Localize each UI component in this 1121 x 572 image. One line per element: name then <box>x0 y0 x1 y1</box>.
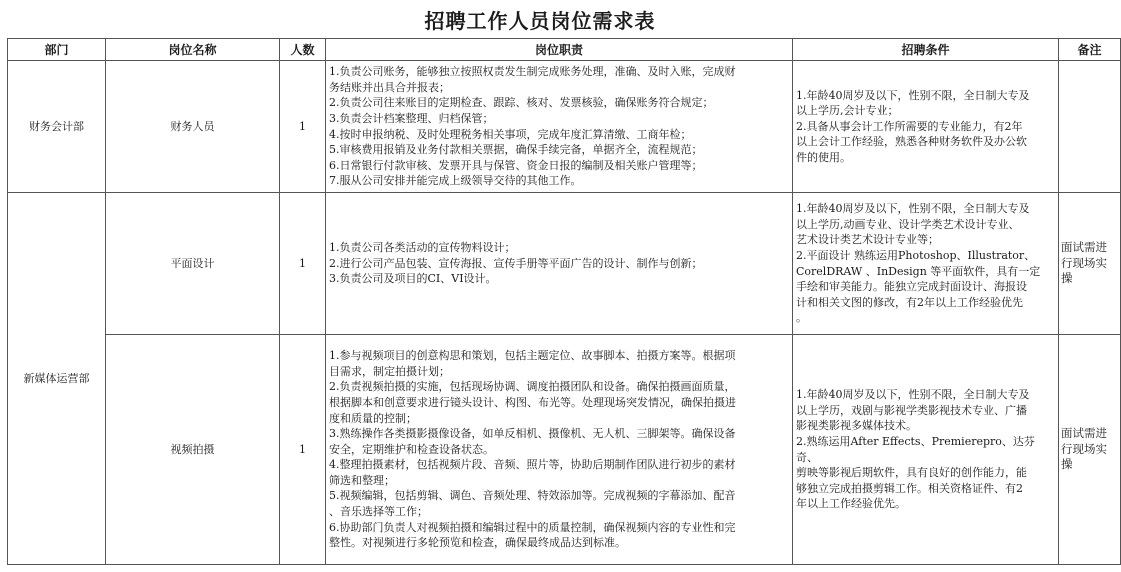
text-line: 。 <box>796 311 807 325</box>
text-line: 艺术设计类艺术设计专业等； <box>796 233 939 247</box>
text-line: 2.平面设计 熟练运用Photoshop、Illustrator、 <box>796 248 1036 262</box>
text-line: 2.熟练运用After Effects、Premierepro、达芬奇、 <box>796 434 1035 464</box>
text-line: 4.按时申报纳税、及时处理税务相关事项，完成年度汇算清缴、工商年检； <box>329 127 692 141</box>
count-cell-graphic-design: 1 <box>280 193 326 335</box>
text-line: 6.日常银行付款审核、发票开具与保管、资金日报的编制及相关账户管理等； <box>329 158 703 172</box>
text-line: 以上学历,动画专业、设计学类艺术设计专业、 <box>796 217 1020 231</box>
text-line: 以上学历，戏剧与影视学类影视技术专业、广播 <box>796 403 1027 417</box>
text-line: 3.负责会计档案整理、归档保管； <box>329 111 494 125</box>
text-line: 够独立完成拍摄剪辑工作。相关资格证件、有2 <box>796 481 1023 495</box>
requirements-cell-graphic-design <box>793 193 1059 335</box>
position-cell-video: 视频拍摄 <box>106 335 280 565</box>
text-line: 2.具备从事会计工作所需要的专业能力，有2年 <box>796 119 1023 133</box>
text-line: 计和相关文图的修改，有2年以上工作经验优先 <box>796 295 1023 309</box>
requirements-cell-finance <box>793 61 1059 193</box>
text-line: 影视类影视多媒体技术。 <box>796 419 917 433</box>
text-line: 1.年龄40周岁及以下，性别不限，全日制大专及 <box>796 88 1030 102</box>
text-line: 以上学历,会计专业； <box>796 104 899 118</box>
text-line: 度和质量的控制； <box>329 411 417 425</box>
header-duties: 岗位职责 <box>326 39 793 61</box>
table-header-row <box>8 39 1121 61</box>
duties-cell-finance <box>326 61 793 193</box>
duties-cell-graphic-design <box>326 193 793 335</box>
remarks-cell-finance <box>1059 61 1121 193</box>
text-line: 、音乐选择等工作； <box>329 505 428 519</box>
header-count: 人数 <box>280 39 326 61</box>
table-row-finance <box>8 61 1121 193</box>
job-requirements-table <box>7 38 1121 565</box>
text-line: 以上会计工作经验，熟悉各种财务软件及办公软 <box>796 135 1027 149</box>
text-line: 1.年龄40周岁及以下，性别不限，全日制大专及 <box>796 388 1030 402</box>
page-title: 招聘工作人员岗位需求表 <box>424 9 656 33</box>
header-remarks: 备注 <box>1059 39 1121 61</box>
count-cell-finance: 1 <box>280 61 326 193</box>
text-line: 手绘和审美能力。能独立完成封面设计、海报设 <box>796 280 1027 294</box>
text-line: 年以上工作经验优先。 <box>796 497 906 511</box>
text-line: 1.年龄40周岁及以下，性别不限，全日制大专及 <box>796 202 1030 216</box>
remarks-cell-graphic-design: 面试需进行现场实操 <box>1059 193 1121 335</box>
text-line: 2.负责公司往来账目的定期检查、跟踪、核对、发票核验，确保账务符合规定； <box>329 96 714 110</box>
dept-cell-new-media: 新媒体运营部 <box>8 193 106 565</box>
text-line: 3.负责公司及项目的CI、VI设计。 <box>329 272 497 286</box>
text-line: 根据脚本和创意要求进行镜头设计、构图、布光等。处理现场突发情况，确保拍摄进 <box>329 395 736 409</box>
header-dept: 部门 <box>8 39 106 61</box>
text-line: 1.负责公司账务，能够独立按照权责发生制完成账务处理，准确、及时入账，完成财 <box>329 65 736 79</box>
remarks-cell-video: 面试需进行现场实操 <box>1059 335 1121 565</box>
count-cell-video: 1 <box>280 335 326 565</box>
text-line: 筛选和整理； <box>329 473 395 487</box>
requirements-cell-video <box>793 335 1059 565</box>
text-line: CorelDRAW 、InDesign 等平面软件，具有一定 <box>796 264 1041 278</box>
text-line: 务结账并出具合并报表； <box>329 80 450 94</box>
text-line: 安全，定期维护和检查设备状态。 <box>329 442 494 456</box>
text-line: 6.协助部门负责人对视频拍摄和编辑过程中的质量控制，确保视频内容的专业性和完 <box>329 520 736 534</box>
header-requirements: 招聘条件 <box>793 39 1059 61</box>
text-line: 2.进行公司产品包装、宣传海报、宣传手册等平面广告的设计、制作与创新； <box>329 256 703 270</box>
text-line: 7.服从公司安排并能完成上级领导交待的其他工作。 <box>329 174 582 188</box>
position-cell-graphic-design: 平面设计 <box>106 193 280 335</box>
position-cell-finance: 财务人员 <box>106 61 280 193</box>
text-line: 目需求，制定拍摄计划； <box>329 364 450 378</box>
text-line: 1.负责公司各类活动的宣传物料设计； <box>329 241 516 255</box>
table-row-video <box>8 335 1121 565</box>
text-line: 件的使用。 <box>796 150 851 164</box>
text-line: 5.视频编辑，包括剪辑、调色、音频处理、特效添加等。完成视频的字幕添加、配音 <box>329 489 736 503</box>
text-line: 1.参与视频项目的创意构思和策划，包括主题定位、故事脚本、拍摄方案等。根据项 <box>329 349 736 363</box>
text-line: 2.负责视频拍摄的实施，包括现场协调、调度拍摄团队和设备。确保拍摄画面质量， <box>329 380 736 394</box>
text-line: 整性。对视频进行多轮预览和检查，确保最终成品达到标准。 <box>329 536 626 550</box>
text-line: 5.审核费用报销及业务付款相关票据，确保手续完备，单据齐全，流程规范； <box>329 143 703 157</box>
text-line: 剪映等影视后期软件，具有良好的创作能力，能 <box>796 466 1027 480</box>
table-row-graphic-design <box>8 193 1121 335</box>
dept-cell-finance: 财务会计部 <box>8 61 106 193</box>
text-line: 3.熟练操作各类摄影摄像设备，如单反相机、摄像机、无人机、三脚架等。确保设备 <box>329 427 736 441</box>
duties-cell-video <box>326 335 793 565</box>
text-line: 4.整理拍摄素材，包括视频片段、音频、照片等，协助后期制作团队进行初步的素材 <box>329 458 736 472</box>
header-position: 岗位名称 <box>106 39 280 61</box>
